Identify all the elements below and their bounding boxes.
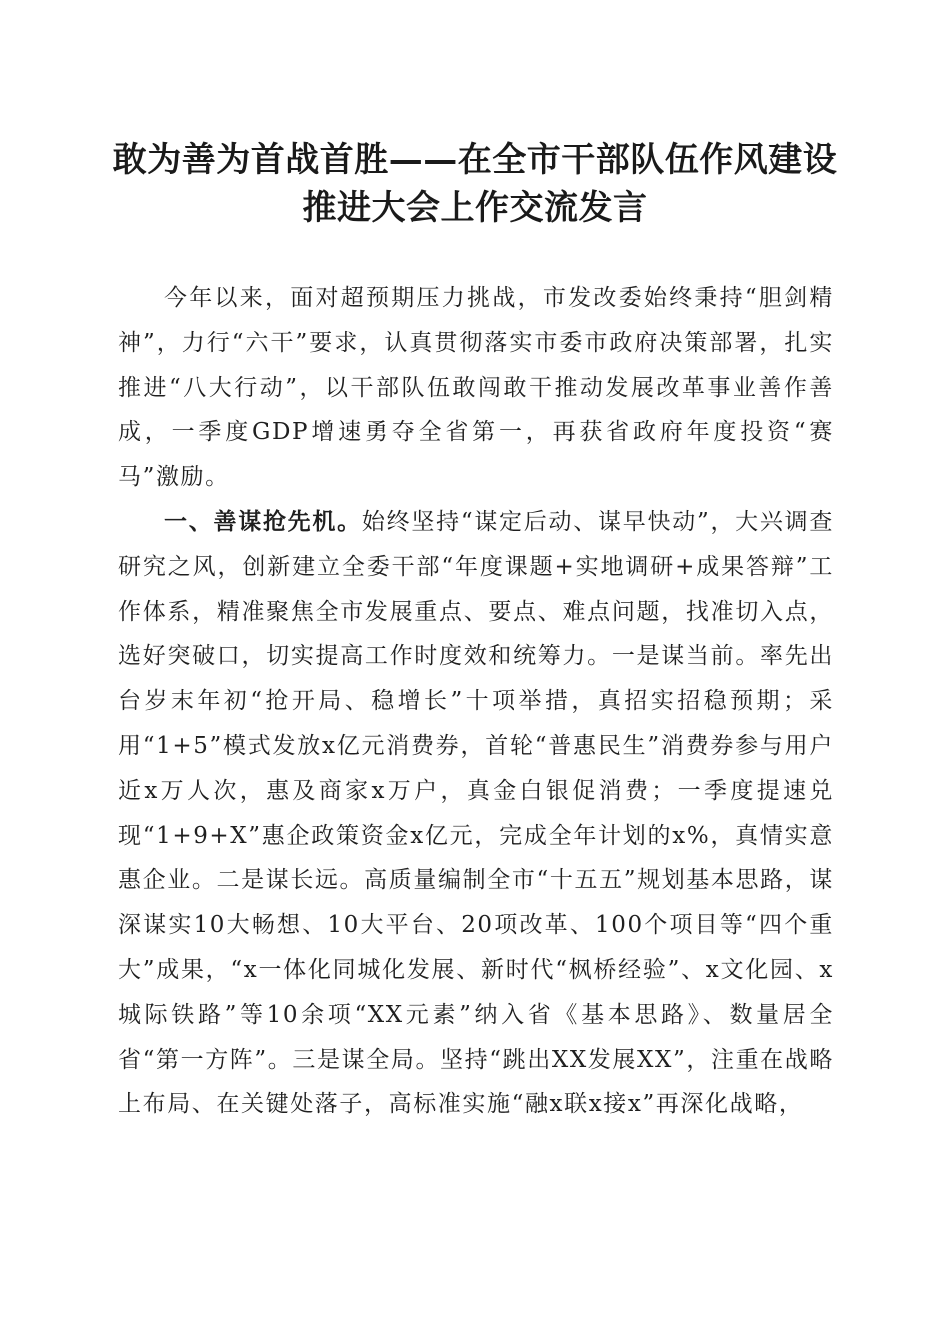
- document-title: 敢为善为首战首胜——在全市干部队伍作风建设推进大会上作交流发言: [112, 140, 838, 228]
- paragraph-text: 始终坚持“谋定后动、谋早快动”，大兴调查研究之风，创新建立全委干部“年度课题+实地调研+成果答辩”工作体系，精准聚焦全市发展重点、要点、难点问题，找准切入点，选好突破口，切实提高工作时度效和统筹力。一是谋当前。率先出台岁末年初“抢开局、稳增长”十项举措，真招实招稳预期；采用“1+5”模式发放x亿元消费券，首轮“普惠民生”消费券参与用户近x万人次，惠及商家x万户，真金白银促消费；一季度提速兑现“1+9+X”惠企政策资金x亿元，完成全年计划的x%，真情实意惠企业。二是谋长远。高质量编制全市“十五五”规划基本思路，谋深谋实10大畅想、10大平台、20项改革、100个项目等“四个重大”成果，“x一体化同城化发展、新时代“枫桥经验”、x文化园、x城际铁路”等10余项“XX元素”纳入省《基本思路》、数量居全省“第一方阵”。三是谋全局。坚持“跳出XX发展XX”，注重在战略上布局、在关键处落子，高标准实施“融x联x接x”再深化战略，: [118, 508, 834, 1118]
- section-heading: 一、善谋抢先机。: [164, 508, 362, 535]
- paragraph-intro: [118, 276, 834, 500]
- document-body: [118, 276, 834, 1127]
- paragraph-section-1: [118, 500, 834, 1127]
- paragraph-text: 今年以来，面对超预期压力挑战，市发改委始终秉持“胆剑精神”，力行“六干”要求，认真贯彻落实市委市政府决策部署，扎实推进“八大行动”，以干部队伍敢闯敢干推动发展改革事业善作善成，一季度GDP增速勇夺全省第一，再获省政府年度投资“赛马”激励。: [118, 285, 834, 491]
